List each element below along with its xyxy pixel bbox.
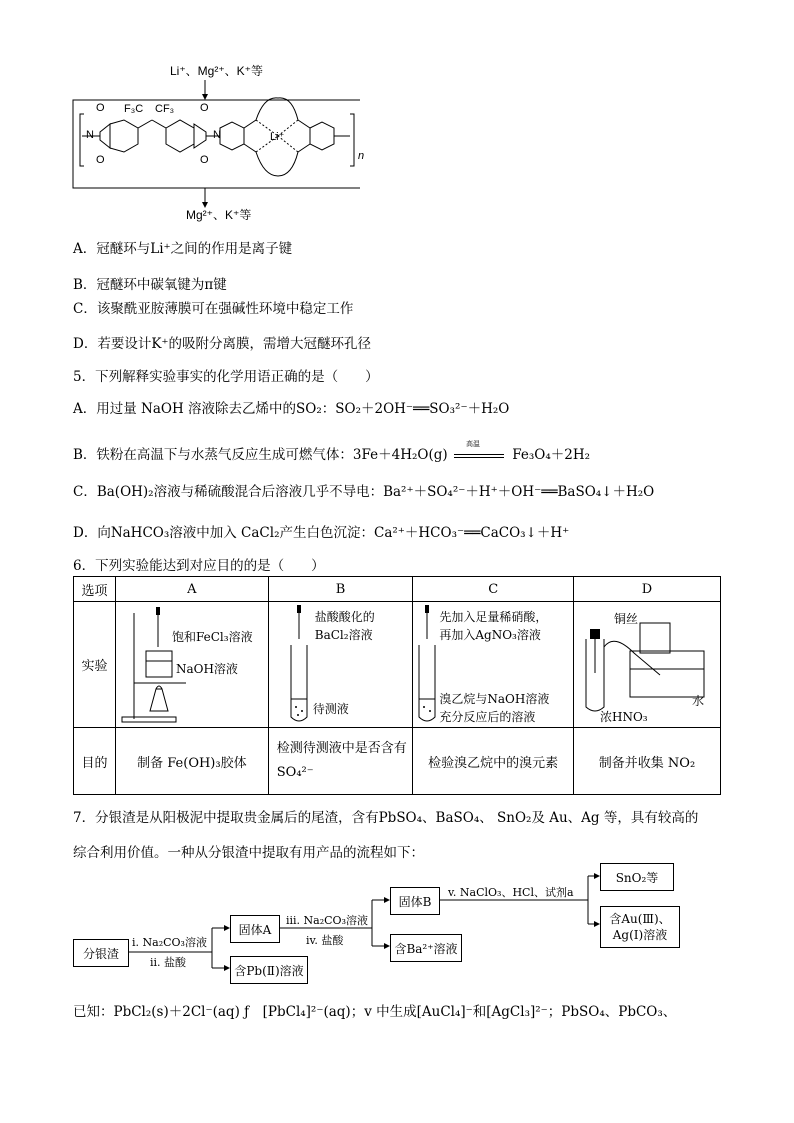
- row-label: 实验: [74, 602, 116, 728]
- goal-cell: 检验溴乙烷中的溴元素: [413, 728, 574, 795]
- table-row-goal: [74, 728, 721, 795]
- q7-stem-line1: 7．分银渣是从阳极泥中提取贵金属后的尾渣，含有PbSO₄、BaSO₄、 SnO₂及 Au、Ag 等，具有较高的: [73, 810, 699, 826]
- goal-cell: 制备 Fe(OH)₃胶体: [115, 728, 268, 795]
- q4-option-c: C．该聚酰亚胺薄膜可在强碱性环境中稳定工作: [73, 301, 354, 317]
- label-bromoethane: 溴乙烷与NaOH溶液: [439, 692, 550, 706]
- polymer-structure-svg: [60, 76, 360, 226]
- q4-option-a: A．冠醚环与Li⁺之间的作用是离子键: [73, 241, 293, 257]
- box-pb-solution: [230, 956, 308, 984]
- step-iv: iv. 盐酸: [306, 934, 344, 947]
- goal-cell: 制备并收集 NO₂: [574, 728, 721, 795]
- q5-option-b-text: B．铁粉在高温下与水蒸气反应生成可燃气体：3Fe＋4H₂O(g): [73, 447, 448, 463]
- n-label: N: [213, 129, 221, 141]
- label-naoh: NaOH溶液: [175, 662, 238, 676]
- box-sno2-label: SnO₂等: [615, 870, 659, 885]
- ion-out-label: Mg²⁺、K⁺等: [186, 208, 252, 222]
- apparatus-d: [574, 602, 721, 728]
- step-v: v. NaClO₃、HCl、试剂a: [448, 886, 574, 899]
- box-ba-label: 含Ba²⁺溶液: [394, 941, 458, 956]
- o-label: O: [200, 102, 209, 114]
- step-iii: iii. Na₂CO₃溶液: [286, 914, 368, 927]
- header-cell: 选项: [74, 577, 116, 602]
- q5-stem: 5．下列解释实验事实的化学用语正确的是（ ）: [73, 369, 379, 385]
- condition-arrow: [452, 439, 508, 463]
- cf3-left-label: F₃C: [124, 103, 144, 115]
- row-label: 目的: [74, 728, 116, 795]
- label-conc-hno3: 浓HNO₃: [600, 710, 648, 724]
- q7-stem-line2: 综合利用价值。一种从分银渣中提取有用产品的流程如下：: [73, 845, 424, 861]
- q4-option-d: D．若要设计K⁺的吸附分离膜，需增大冠醚环孔径: [73, 336, 372, 352]
- label-hcl-acidified: 盐酸酸化的: [314, 610, 375, 624]
- box-sno2: [600, 863, 674, 891]
- o-label: O: [96, 154, 105, 166]
- label-water: 水: [692, 694, 705, 708]
- q5-option-b: [73, 439, 591, 463]
- li-center-label: Li⁺: [270, 131, 285, 143]
- header-cell: D: [574, 577, 721, 602]
- box-au-label: 含Au(Ⅲ)、: [609, 912, 671, 926]
- goal-cell: 检测待测液中是否含有SO₄²⁻: [268, 728, 413, 795]
- label-bacl2: BaCl₂溶液: [314, 628, 373, 642]
- o-label: O: [96, 102, 105, 114]
- q6-stem: 6．下列实验能达到对应目的的是（ ）: [73, 558, 325, 574]
- q4-option-b: B．冠醚环中碳氧键为π键: [73, 277, 227, 293]
- o-label: O: [200, 154, 209, 166]
- header-cell: C: [413, 577, 574, 602]
- box-solid-a-label: 固体A: [238, 922, 272, 937]
- box-pb-label: 含Pb(Ⅱ)溶液: [234, 963, 304, 978]
- label-copper-wire: 铜丝: [614, 612, 639, 626]
- apparatus-a: [115, 602, 268, 728]
- table-header-row: [74, 577, 721, 602]
- label-nitric-acid: 先加入足量稀硝酸，: [439, 610, 548, 624]
- condition-label: 高温: [465, 439, 480, 448]
- table-row-experiment: [74, 602, 721, 728]
- box-au-ag-solution: [600, 906, 680, 948]
- step-i: i. Na₂CO₃溶液: [132, 936, 207, 949]
- q5-option-b-products: Fe₃O₄＋2H₂: [512, 447, 591, 463]
- header-cell: A: [115, 577, 268, 602]
- label-agno3: 再加入AgNO₃溶液: [439, 628, 541, 642]
- experiment-table: [73, 576, 721, 795]
- step-ii: ii. 盐酸: [150, 956, 187, 969]
- label-reacted-solution: 充分反应后的溶液: [439, 710, 536, 724]
- box-solid-b-label: 固体B: [398, 894, 432, 909]
- n-label: N: [86, 129, 94, 141]
- box-solid-b: [390, 887, 440, 915]
- box-start: [73, 939, 129, 967]
- q5-option-c: C．Ba(OH)₂溶液与稀硫酸混合后溶液几乎不导电：Ba²⁺＋SO₄²⁻＋H⁺＋OH⁻══BaSO₄↓＋H₂O: [73, 484, 655, 500]
- box-solid-a: [230, 915, 280, 943]
- label-fecl3: 饱和FeCl₃溶液: [171, 630, 253, 644]
- subscript-n: n: [358, 150, 365, 162]
- cf3-right-label: CF₃: [155, 103, 175, 115]
- label-test-solution: 待测液: [312, 702, 349, 716]
- box-ag-label: Ag(Ⅰ)溶液: [612, 928, 668, 942]
- q7-known: 已知：PbCl₂(s)＋2Cl⁻(aq) ƒ [PbCl₄]²⁻(aq)；v 中生成[AuCl₄]⁻和[AgCl₃]²⁻；PbSO₄、PbCO₃、: [73, 1004, 677, 1020]
- q5-option-d: D．向NaHCO₃溶液中加入 CaCl₂产生白色沉淀：Ca²⁺＋HCO₃⁻══CaCO₃↓＋H⁺: [73, 525, 570, 541]
- ion-in-label: Li⁺、Mg²⁺、K⁺等: [170, 64, 264, 78]
- apparatus-b: [268, 602, 413, 728]
- box-ba-solution: [390, 934, 462, 962]
- header-cell: B: [268, 577, 413, 602]
- apparatus-c: [413, 602, 574, 728]
- q5-option-a: A．用过量 NaOH 溶液除去乙烯中的SO₂：SO₂＋2OH⁻══SO₃²⁻＋H₂O: [73, 401, 510, 417]
- box-start-label: 分银渣: [82, 946, 119, 961]
